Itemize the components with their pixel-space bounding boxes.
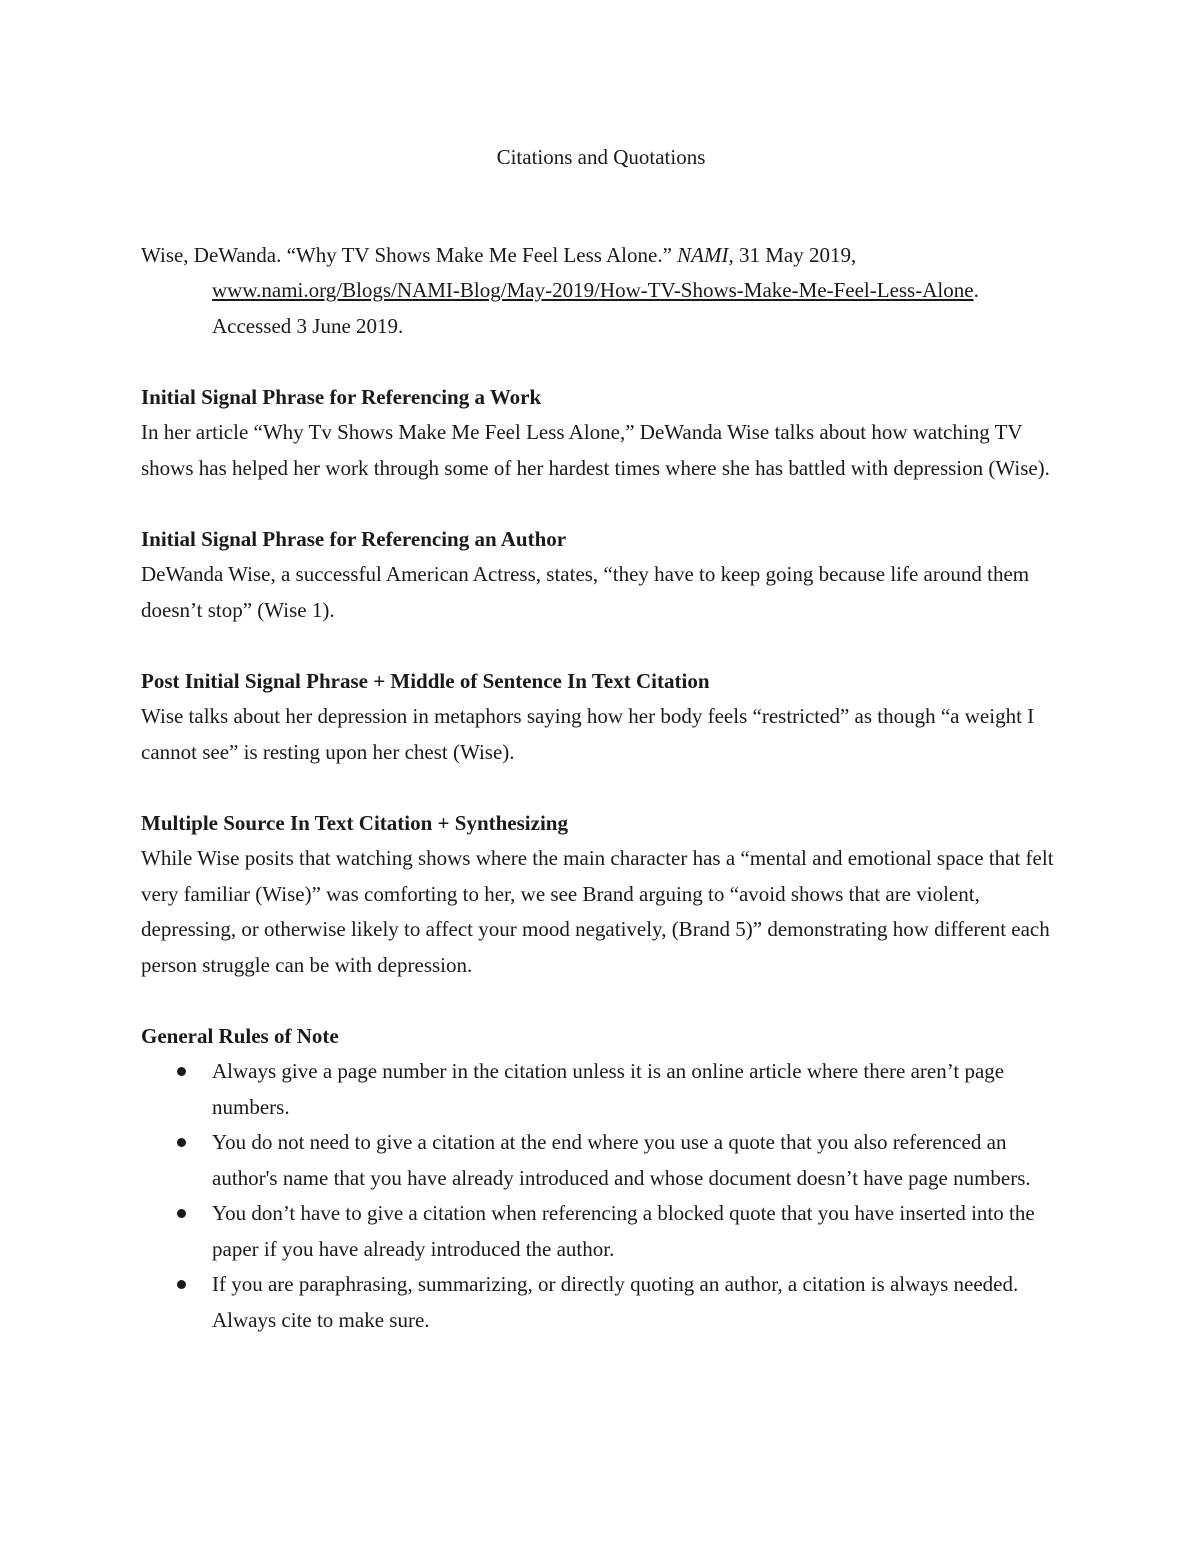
citation-url-link[interactable]: www.nami.org/Blogs/NAMI-Blog/May-2019/How-TV-Shows-Make-Me-Feel-Less-Alone bbox=[212, 278, 974, 302]
bullet-icon bbox=[177, 1138, 186, 1147]
list-item bbox=[141, 1196, 1061, 1267]
list-item-text: Always give a page number in the citation unless it is an online article where there aren’t page numbers. bbox=[212, 1059, 1005, 1119]
section-heading: Initial Signal Phrase for Referencing a Work bbox=[141, 384, 542, 409]
bullet-icon bbox=[177, 1280, 186, 1289]
section-heading: Post Initial Signal Phrase + Middle of Sentence In Text Citation bbox=[141, 668, 710, 693]
section-multiple-source bbox=[141, 806, 1061, 984]
bullet-icon bbox=[177, 1209, 186, 1218]
citation-author: Wise, DeWanda. bbox=[141, 242, 287, 267]
list-item-text: If you are paraphrasing, summarizing, or directly quoting an author, a citation is always needed. Always cite to make sure. bbox=[212, 1272, 1019, 1332]
list-item bbox=[141, 1125, 1061, 1196]
bullet-icon bbox=[177, 1067, 186, 1076]
list-item-text: You don’t have to give a citation when referencing a blocked quote that you have inserted into the paper if you have already introduced the author. bbox=[212, 1201, 1035, 1261]
document-page bbox=[141, 140, 1061, 1338]
citation-article-title: “Why TV Shows Make Me Feel Less Alone.” bbox=[286, 242, 678, 267]
section-referencing-author bbox=[141, 522, 1061, 629]
section-body: While Wise posits that watching shows where the main character has a “mental and emotional space that felt very familiar (Wise)” was comforting to her, we see Brand arguing to “avoid shows that are violent, depressing, or otherwise likely to affect your mood negatively, (Brand 5)” demonstrating how different each person struggle can be with depression. bbox=[141, 846, 1054, 977]
section-general-rules bbox=[141, 1019, 1061, 1339]
section-referencing-work bbox=[141, 380, 1061, 487]
rules-list bbox=[141, 1054, 1061, 1338]
list-item bbox=[141, 1267, 1061, 1338]
section-heading: General Rules of Note bbox=[141, 1023, 339, 1048]
section-body: DeWanda Wise, a successful American Actress, states, “they have to keep going because life around them doesn’t stop” (Wise 1). bbox=[141, 562, 1030, 622]
citation-date: 31 May 2019, bbox=[733, 242, 857, 267]
section-body: In her article “Why Tv Shows Make Me Feel Less Alone,” DeWanda Wise talks about how watching TV shows has helped her work through some of her hardest times where she has battled with depression (Wise). bbox=[141, 420, 1050, 480]
list-item bbox=[141, 1054, 1061, 1125]
citation-accessed: Accessed 3 June 2019. bbox=[212, 313, 404, 338]
section-middle-citation bbox=[141, 664, 1061, 771]
citation-publication: NAMI, bbox=[677, 242, 734, 267]
citation-url-period: . bbox=[973, 278, 979, 302]
list-item-text: You do not need to give a citation at the end where you use a quote that you also referenced an author's name that you have already introduced and whose document doesn’t have page numbers. bbox=[212, 1130, 1031, 1190]
section-heading: Multiple Source In Text Citation + Synthesizing bbox=[141, 810, 568, 835]
page-title: Citations and Quotations bbox=[496, 145, 706, 169]
section-heading: Initial Signal Phrase for Referencing an Author bbox=[141, 526, 567, 551]
works-cited-entry bbox=[141, 238, 1061, 345]
section-body: Wise talks about her depression in metaphors saying how her body feels “restricted” as though “a weight I cannot see” is resting upon her chest (Wise). bbox=[141, 704, 1035, 764]
